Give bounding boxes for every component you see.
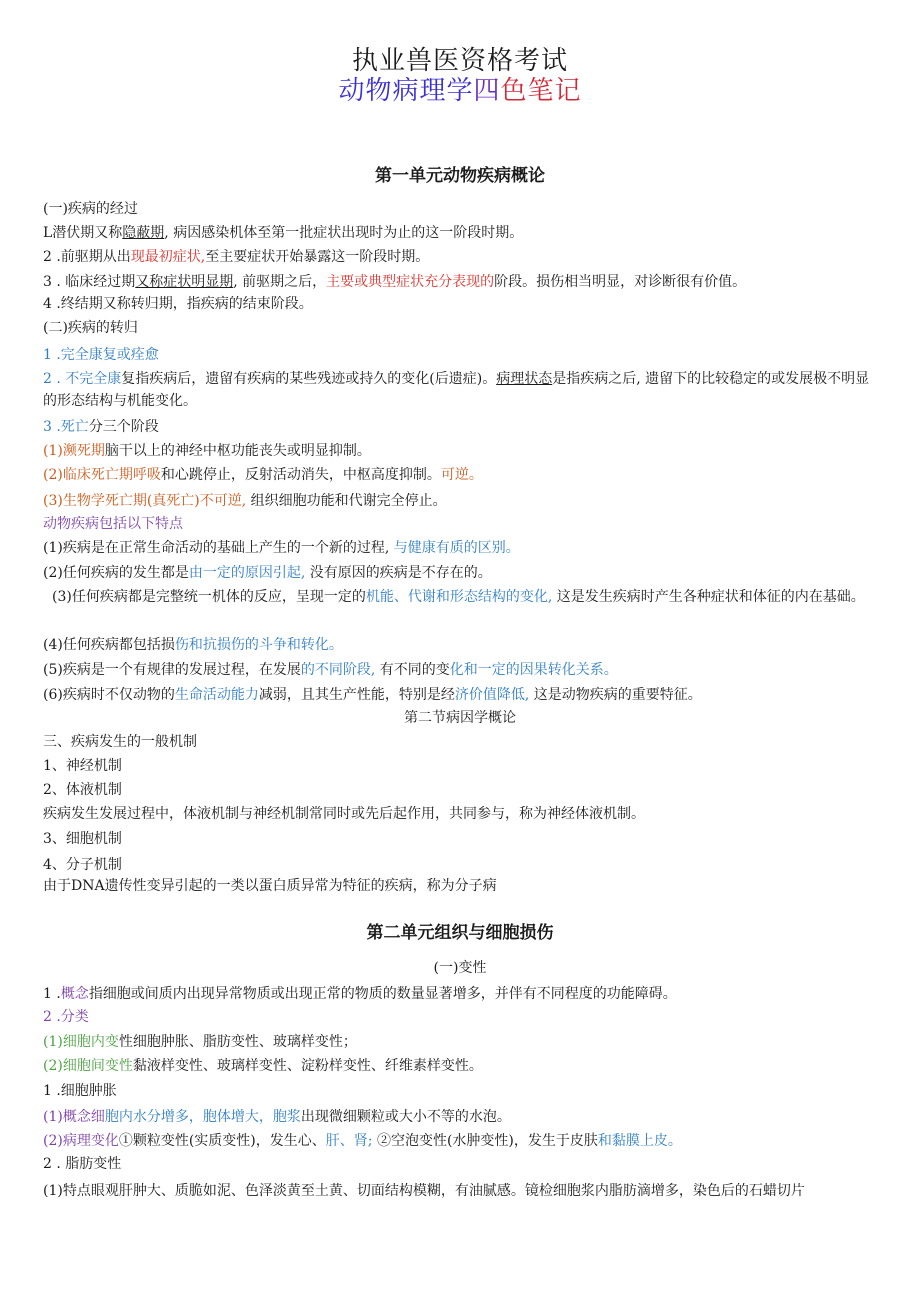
highlight-purple: 病理变化 <box>62 1133 119 1149</box>
text: (4)任何疾病都包括损 <box>43 637 175 653</box>
highlight-orange: 可逆。 <box>440 467 483 483</box>
text: 性细胞肿胀、脂肪变性、玻璃样变性； <box>118 1034 357 1050</box>
text: 这是动物疾病的重要特征。 <box>529 687 702 703</box>
text: 2 .前驱期从出 <box>43 249 131 265</box>
fatty-degeneration-features: (1)特点眼观肝肿大、质脆如泥、色泽淡黄至土黄、切面结构模糊，有油腻感。镜检细胞浆内脂肪滴增多，染色后的石蜡切片 <box>43 1183 805 1199</box>
text: 有不同的变 <box>375 662 450 678</box>
text: 组织细胞功能和代谢完全停止。 <box>246 493 447 509</box>
mechanism-heading: 三、疾病发生的一般机制 <box>43 734 197 750</box>
highlight-orange: (3)生物学死亡期(真死亡)不可逆, <box>43 493 247 509</box>
subtitle-part-c: 色笔记 <box>500 76 582 106</box>
text: 没有原因的疾病是不存在的。 <box>305 565 492 581</box>
highlight-green: (1)细胞内变 <box>43 1034 119 1050</box>
highlight-blue: 生命活动能力 <box>174 687 259 703</box>
section-degeneration: (一)变性 <box>433 960 487 976</box>
text: (6)疾病时不仅动物的 <box>43 687 175 703</box>
highlight-blue: 3 .死亡 <box>43 419 89 435</box>
death-stage-1 <box>43 440 883 462</box>
mechanism-molecular: 4、分子机制 <box>43 857 122 873</box>
feature-3 <box>52 586 878 608</box>
section-outcome: (二)疾病的转归 <box>43 320 138 336</box>
highlight-purple: (2) <box>43 1133 63 1149</box>
text: ②空泡变性(水肿变性)，发生于皮肤 <box>372 1133 598 1149</box>
highlight-orange: (2)临床死亡期呼吸 <box>43 467 161 483</box>
text: (5)疾病是一个有规律的发展过程，在发展 <box>43 662 301 678</box>
text: 出现微细颗粒或大小不等的水泡。 <box>300 1109 511 1125</box>
outcome-recovery: 1 .完全康复或痊愈 <box>43 347 159 363</box>
highlight-blue: 胞内水分增多，胞体增大，胞浆 <box>104 1109 301 1125</box>
stage-clinical <box>43 271 883 293</box>
highlight-blue: 与健康有质的区别。 <box>389 540 520 556</box>
text: 阶段。损伤相当明显，对诊断很有价值。 <box>494 274 747 290</box>
mechanism-molecular-desc: 由于DNA遗传性变异引起的一类以蛋白质异常为特征的疾病，称为分子病 <box>43 878 497 894</box>
highlight-orange: (1)濒死期 <box>43 443 105 459</box>
feature-5 <box>43 659 883 681</box>
subtitle-part-b: 四 <box>473 76 501 106</box>
text: (2)任何疾病的发生都是 <box>43 565 189 581</box>
text: (3)任何疾病都是完整统一机体的反应，呈现一定的 <box>52 589 366 605</box>
feature-1 <box>43 537 883 559</box>
document-subtitle <box>0 70 920 107</box>
text: 指细胞或间质内出现异常物质或出现正常的物质的数量显著增多，并伴有不同程度的功能障碍。 <box>88 986 677 1002</box>
text: , 前驱期之后， <box>233 274 327 290</box>
outcome-incomplete <box>43 368 883 412</box>
text: 和心跳停止，反射活动消失，中枢高度抑制。 <box>160 467 441 483</box>
highlight-blue: 济价值降低, <box>454 687 530 703</box>
highlight-blue: 的不同阶段, <box>300 662 376 678</box>
fatty-degeneration-heading: 2 . 脂肪变性 <box>43 1156 122 1172</box>
highlight-blue: 肝、肾; <box>325 1133 373 1149</box>
highlight-red: 现最初症状, <box>130 249 206 265</box>
underlined-term: 隐蔽期 <box>122 225 165 241</box>
text: (1)疾病是在正常生命活动的基础上产生的一个新的过程, <box>43 540 390 556</box>
cell-swelling-pathology <box>43 1130 883 1152</box>
document-title: 执业兽医资格考试 <box>351 46 568 76</box>
features-heading: 动物疾病包括以下特点 <box>43 516 183 532</box>
text: 1 . <box>43 986 61 1002</box>
subtitle-part-a: 动物病理学 <box>338 76 474 106</box>
mechanism-neural: 1、神经机制 <box>43 758 122 774</box>
class-intracellular <box>43 1031 883 1053</box>
class-interstitial <box>43 1055 883 1077</box>
outcome-death <box>43 416 883 438</box>
death-stage-3 <box>43 490 883 512</box>
text: 脑干以上的神经中枢功能丧失或明显抑制。 <box>104 443 371 459</box>
highlight-blue: 由一定的原因引起, <box>188 565 306 581</box>
underlined-term: 又称症状明显期 <box>135 274 234 290</box>
feature-2 <box>43 562 883 584</box>
text: 3 . 临床经过期 <box>43 274 136 290</box>
text: 黏液样变性、玻璃样变性、淀粉样变性、纤维素样变性。 <box>132 1058 483 1074</box>
highlight-blue: 机能、代谢和形态结构的变化, <box>365 589 553 605</box>
underlined-term: 病理状态 <box>496 371 553 387</box>
text: 分三个阶段 <box>88 419 159 435</box>
highlight-green: (2)细胞间变性 <box>43 1058 133 1074</box>
stage-prodromal <box>43 246 883 268</box>
highlight-blue: 化和一定的因 <box>449 662 534 678</box>
text: , 病因感染机体至第一批症状出现时为止的这一阶段时期。 <box>164 225 524 241</box>
stage-terminal: 4 .终结期又称转归期，指疾病的结束阶段。 <box>43 296 313 312</box>
highlight-purple: 概念 <box>60 986 89 1002</box>
highlight-blue: 2 . 不完全康 <box>43 371 122 387</box>
cell-swelling-concept <box>43 1106 883 1128</box>
unit2-heading: 第二单元组织与细胞损伤 <box>366 923 554 943</box>
stage-latent <box>43 222 883 244</box>
text: L潜伏期又称 <box>43 225 123 241</box>
unit1-heading: 第一单元动物疾病概论 <box>375 166 545 186</box>
text: 减弱，且其生产性能，特别是经 <box>258 687 455 703</box>
text: ①颗粒变性(实质变性)，发生心、 <box>118 1133 326 1149</box>
mechanism-cellular: 3、细胞机制 <box>43 831 122 847</box>
cell-swelling-heading: 1 .细胞肿胀 <box>43 1083 117 1099</box>
text: 是指疾病之后, 遗留下的比较稳定的或发展极不明显的形态结构与机能变化。 <box>43 371 870 409</box>
text: 这是发生疾病时产生各种症状和体征的内在基础。 <box>552 589 865 605</box>
section-etiology-heading: 第二节病因学概论 <box>404 710 516 726</box>
section-course: (一)疾病的经过 <box>43 201 138 217</box>
text: 至主要症状开始暴露这一阶段时期。 <box>205 249 430 265</box>
text: 复指疾病后，遗留有疾病的某些残迹或持久的变化(后遗症)。 <box>121 371 497 387</box>
degeneration-concept <box>43 983 883 1005</box>
highlight-blue: 和黏膜上皮。 <box>597 1133 682 1149</box>
mechanism-humoral: 2、体液机制 <box>43 782 122 798</box>
highlight-blue: 果转化关系。 <box>533 662 618 678</box>
mechanism-humoral-desc: 疾病发生发展过程中，体液机制与神经机制常同时或先后起作用，共同参与，称为神经体液机制。 <box>43 806 645 822</box>
feature-4 <box>43 634 883 656</box>
death-stage-2 <box>43 464 883 486</box>
highlight-red: 主要或典型症状充分表现的 <box>326 274 495 290</box>
feature-6 <box>43 684 883 706</box>
highlight-purple: (1)概念细 <box>43 1109 105 1125</box>
highlight-blue: 伤和抗损伤的斗争和转化。 <box>174 637 343 653</box>
degeneration-classification: 2 .分类 <box>43 1009 89 1025</box>
